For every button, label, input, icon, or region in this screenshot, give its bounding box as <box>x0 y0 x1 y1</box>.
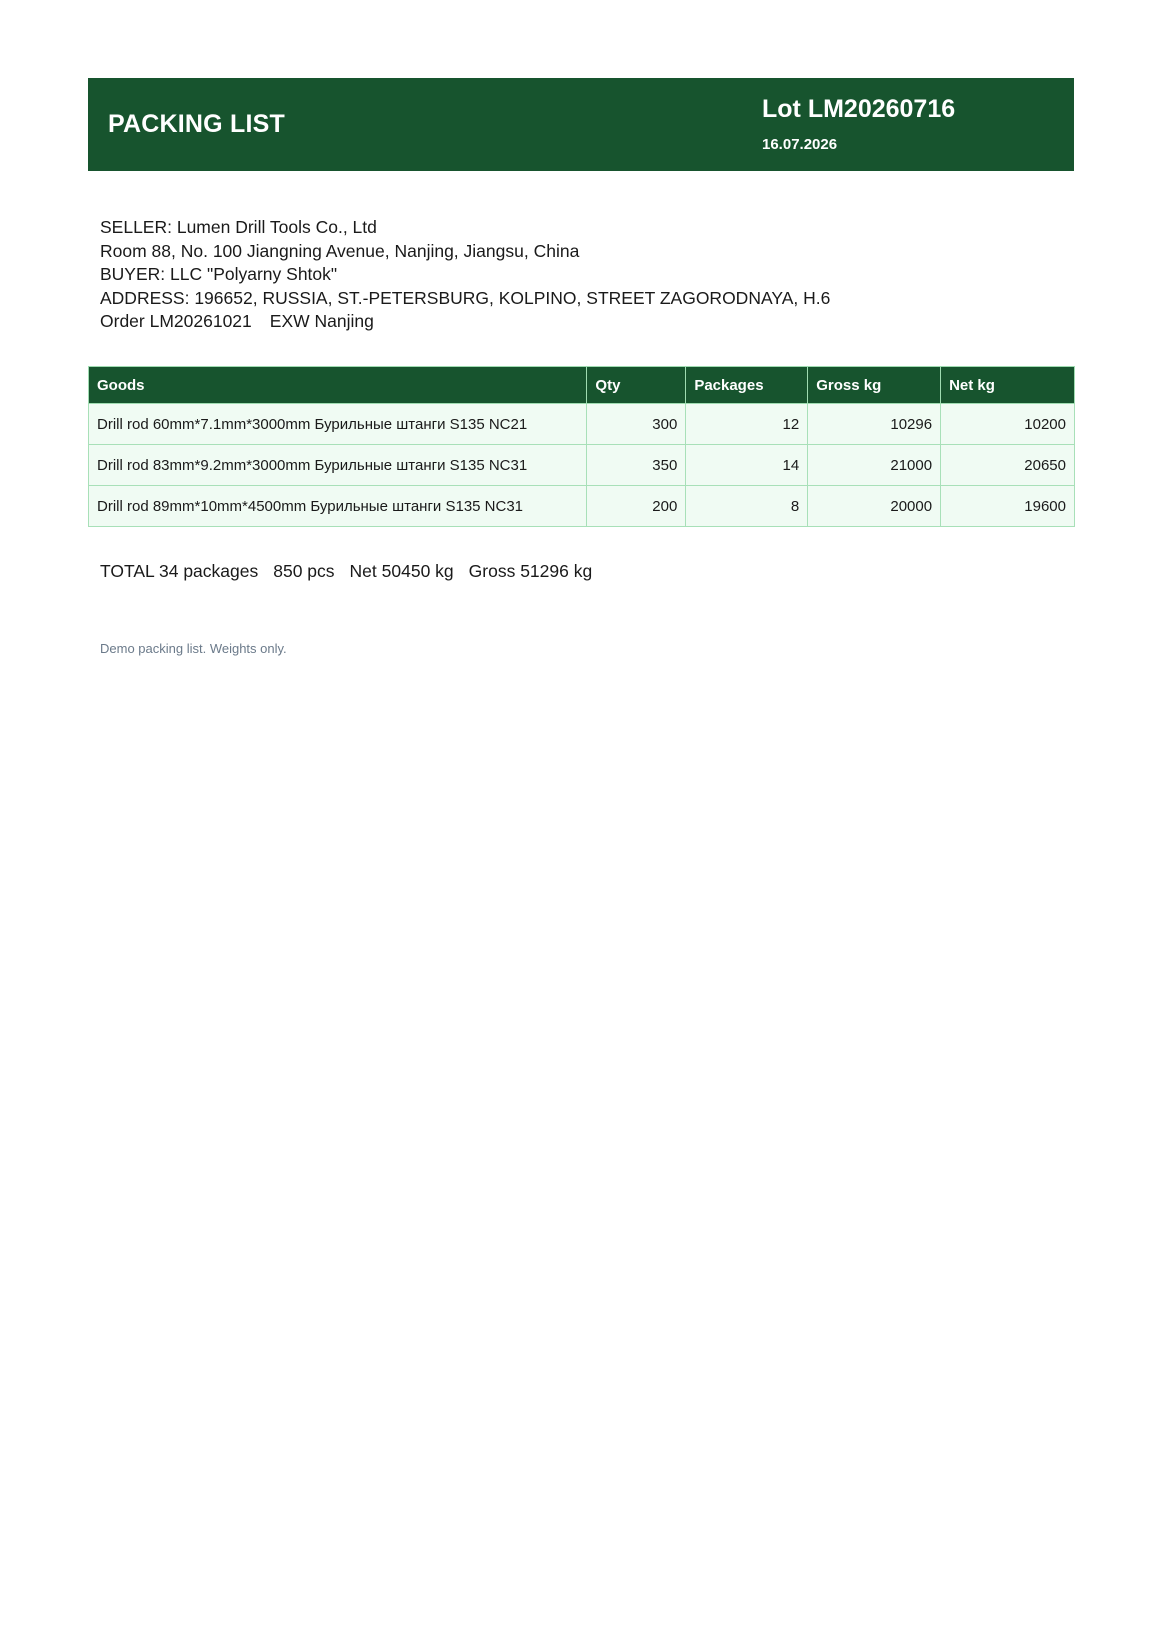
goods-table <box>88 366 1075 527</box>
cell-qty: 300 <box>587 404 686 445</box>
lot-date: 16.07.2026 <box>762 136 838 153</box>
table-row <box>89 486 1075 527</box>
cell-qty: 350 <box>587 445 686 486</box>
column-header-net-kg: Net kg <box>941 367 1075 404</box>
total-packages: TOTAL 34 packages <box>100 561 259 581</box>
cell-goods: Drill rod 83mm*9.2mm*3000mm Бурильные штанги S135 NC31 <box>89 445 587 486</box>
column-header-gross-kg: Gross kg <box>808 367 941 404</box>
cell-gross-kg: 20000 <box>808 486 941 527</box>
column-header-goods: Goods <box>89 367 587 404</box>
seller-address: Room 88, No. 100 Jiangning Avenue, Nanjing, Jiangsu, China <box>100 240 580 261</box>
total-net-weight: Net 50450 kg <box>349 561 454 581</box>
header-bar <box>88 78 1074 171</box>
order-line <box>100 310 830 334</box>
cell-net-kg: 19600 <box>941 486 1075 527</box>
cell-net-kg: 20650 <box>941 445 1075 486</box>
buyer-line: BUYER: LLC "Polyarny Shtok" <box>100 264 338 284</box>
cell-gross-kg: 10296 <box>808 404 941 445</box>
table-row <box>89 445 1075 486</box>
cell-packages: 8 <box>686 486 808 527</box>
column-header-qty: Qty <box>587 367 686 404</box>
cell-packages: 12 <box>686 404 808 445</box>
order-number: Order LM20261021 <box>100 311 252 331</box>
cell-gross-kg: 21000 <box>808 445 941 486</box>
column-header-packages: Packages <box>686 367 808 404</box>
total-pieces: 850 pcs <box>273 561 335 581</box>
cell-qty: 200 <box>587 486 686 527</box>
seller-line: SELLER: Lumen Drill Tools Co., Ltd <box>100 217 377 237</box>
lot-number: Lot LM20260716 <box>762 95 956 123</box>
cell-packages: 14 <box>686 445 808 486</box>
document-title: PACKING LIST <box>108 110 285 138</box>
table-row <box>89 404 1075 445</box>
totals-line <box>100 561 592 582</box>
cell-goods: Drill rod 89mm*10mm*4500mm Бурильные штанги S135 NC31 <box>89 486 587 527</box>
cell-net-kg: 10200 <box>941 404 1075 445</box>
incoterm: EXW Nanjing <box>269 311 374 331</box>
parties-block <box>100 216 830 334</box>
footnote: Demo packing list. Weights only. <box>100 641 287 656</box>
total-gross-weight: Gross 51296 kg <box>468 561 593 581</box>
cell-goods: Drill rod 60mm*7.1mm*3000mm Бурильные штанги S135 NC21 <box>89 404 587 445</box>
table-header-row <box>89 367 1075 404</box>
buyer-address: ADDRESS: 196652, RUSSIA, ST.-PETERSBURG, KOLPINO, STREET ZAGORODNAYA, H.6 <box>100 287 831 308</box>
